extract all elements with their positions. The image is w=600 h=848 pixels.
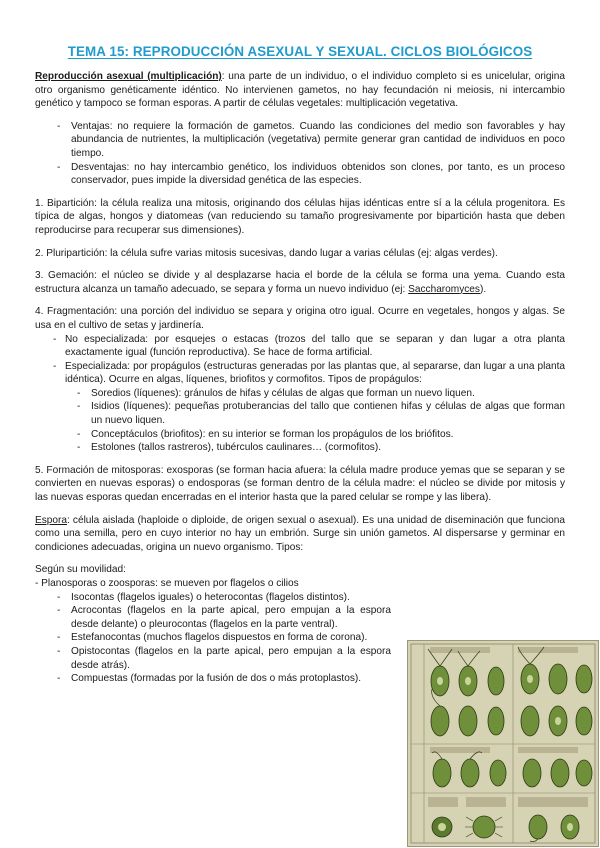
list-item: - Conceptáculos (briofitos): en su interior se forman los propágulos de los briófitos. — [65, 428, 565, 442]
document-page — [35, 44, 565, 686]
page-title: TEMA 15: REPRODUCCIÓN ASEXUAL Y SEXUAL. CICLOS BIOLÓGICOS — [67, 44, 533, 59]
espora-paragraph — [35, 514, 565, 555]
gemacion-text: 3. Gemación: el núcleo se divide y al desplazarse hacia el borde de la célula se forma una yema. Cuando esta estructura alcanza un tamaño adecuado, se separa y forma un nuevo individuo (ej: — [35, 270, 565, 295]
zoospore-cells-right — [518, 647, 592, 736]
espora-term: Espora — [35, 514, 67, 526]
intro-text: : una parte de un individuo, o el individuo completo si es unicelular, origina otro organismo genéticamente idéntico. No intervienen gametos, no hay fecundación ni meiosis, ni intercambio genético y tampoco se forman esporas. A partir de células vegetales: multiplicación vegetativa. — [35, 71, 566, 110]
espora-text: : célula aislada (haploide o diploide, de origen sexual o asexual). Es una unidad de diseminación que funciona como una semilla, pero en cuyo interior no hay un embrión. Surge sin unión gametos. Al dispersarse y germinar en condiciones adecuadas, origina un nuevo organismo. Tipos: — [35, 514, 565, 553]
zoospore-cells-top — [428, 649, 504, 736]
zoospore-cells-middle — [432, 752, 592, 787]
zoospore-figure — [407, 640, 599, 847]
intro-paragraph — [35, 70, 565, 111]
list-item: - Isocontas (flagelos iguales) o heterocontas (flagelos distintos). — [35, 591, 391, 605]
list-item: - Opistocontas (flagelos en la parte apical, pero empujan a la espora desde atrás). — [35, 645, 391, 672]
pluriparticion-paragraph: 2. Pluripartición: la célula sufre varias mitosis sucesivas, dando lugar a varias células (ej: algas verdes). — [35, 247, 498, 259]
gemacion-example: Saccharomyces — [408, 283, 480, 295]
list-item: - Estefanocontas (muchos flagelos dispuestos en forma de corona). — [35, 631, 391, 645]
list-item: - Estolones (tallos rastreros), tubérculos caulinares… (cormofitos). — [65, 441, 565, 455]
list-item: - Isidios (líquenes): pequeñas protuberancias del tallo que contienen hifas y células de algas que forman un nuevo liquen. — [65, 400, 565, 427]
zoospore-cells-bottom — [432, 815, 579, 842]
list-item: - Desventajas: no hay intercambio genético, los individuos obtenidos son clones, por tanto, es un proceso conservador, pues impide la diversidad genética de las especies. — [35, 161, 565, 188]
list-item: - No especializada: por esquejes o estacas (trozos del tallo que se separan y dan lugar a otra planta exactamente igual (función reproductiva). Se hace de forma artificial. — [35, 333, 565, 360]
mitosporas-paragraph: 5. Formación de mitosporas: exosporas (se forman hacia afuera: la célula madre produce yemas que se separan y se convierten en nuevas esporas) o endosporas (se forman dentro de la célula madre: el núcleo se divide por mitosis y las nuevas esporas quedan encerradas en el interior hasta que la pared celular se rompe y las libera). — [35, 464, 565, 504]
propagulos-list — [65, 387, 565, 455]
zoospore-illustration — [408, 641, 598, 846]
list-item: - Soredios (líquenes): gránulos de hifas y células de algas que forman un nuevo liquen. — [65, 387, 565, 401]
list-item: - Ventajas: no requiere la formación de gametos. Cuando las condiciones del medio son favorables y hay abundancia de nutrientes, la multiplicación (vegetativa) permite generar gran cantidad de individuos en poco tiempo. — [35, 120, 565, 161]
planosporas-line: - Planosporas o zoosporas: se mueven por flagelos o cilios — [35, 578, 299, 589]
gemacion-paragraph — [35, 269, 565, 296]
intro-term: Reproducción asexual (multiplicación) — [35, 71, 222, 82]
list-item — [35, 360, 565, 455]
gemacion-end: ). — [479, 283, 487, 295]
list-item: - Acrocontas (flagelos en la parte apical, pero empujan a la espora desde delante) o pleurocontas (flagelos en la parte ventral). — [35, 604, 391, 631]
movilidad-heading: Según su movilidad: — [35, 564, 126, 576]
movilidad-section — [35, 563, 391, 685]
biparticion-paragraph: 1. Bipartición: la célula realiza una mitosis, originando dos células hijas idénticas entre sí a la célula progenitora. Es típica de algas, hongos y diatomeas (van reduciendo su tamaño progresivamente por bipartición hasta que deben reproducirse para recuperar sus dimensiones). — [35, 197, 565, 236]
fragmentacion-list — [35, 333, 565, 455]
pros-cons-list — [35, 120, 565, 188]
list-item: - Compuestas (formadas por la fusión de dos o más protoplastos). — [35, 672, 391, 686]
movilidad-list — [35, 591, 391, 686]
especializada-text: Especializada: por propágulos (estructuras generadas por las plantas que, al separarse, dan lugar a una planta idéntica). Ocurre en algas, líquenes, briofitos y cormofitos. Tipos de propágulos: — [65, 360, 565, 386]
fragmentacion-paragraph: 4. Fragmentación: una porción del individuo se separa y origina otro igual. Ocurre en vegetales, hongos y algas. Se usa en el cultivo de setas y jardinería. — [35, 306, 565, 331]
